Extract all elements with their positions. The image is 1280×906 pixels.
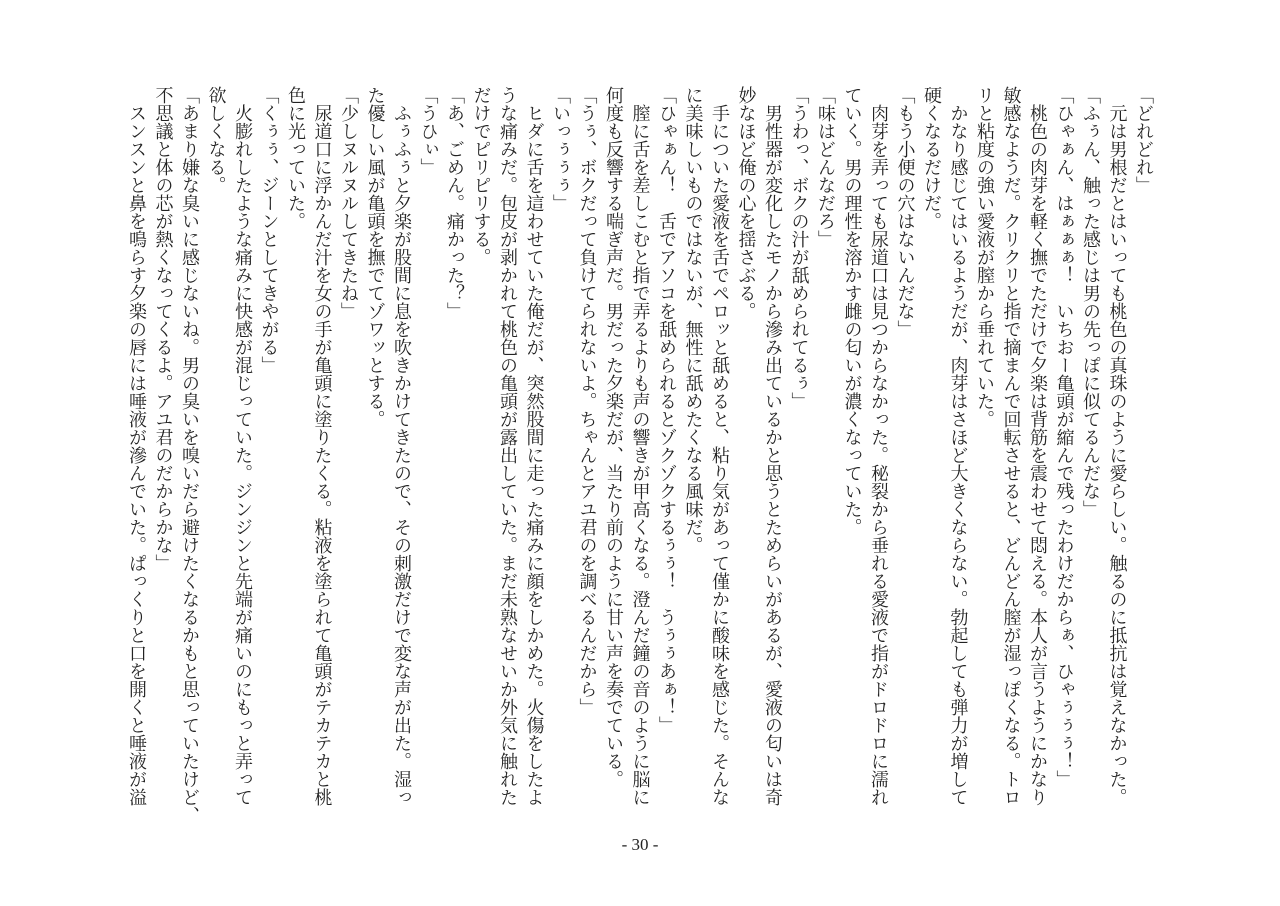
text-line: 「いっぅぅぅ」 [550, 86, 571, 212]
text-line: 何度も反響する喘ぎ声だ。男だった夕楽だが、当たり前のように甘い声を奏でている。 [603, 86, 624, 788]
text-line: 「ひゃぁん、はぁぁぁ！ いちおー亀頭が縮んで残ったわけだからぁ、ひゃぅぅぅ！」 [1053, 86, 1075, 788]
text-line: 色に光っていた。 [285, 86, 306, 230]
text-line: 「味はどんなだろ」 [815, 86, 836, 248]
text-line: 「うひぃ」 [417, 86, 439, 176]
text-line: 「ふぅん、触った感じは男の先っぽに似てるんだな」 [1080, 86, 1101, 518]
text-line: 「少しヌルヌルしてきたね」 [338, 86, 359, 320]
text-line: 火膨れしたような痛みに快感が混じっていた。ジンジンと先端が痛いのにもっと弄って [232, 86, 253, 806]
text-line: スンスンと鼻を鳴らす夕楽の唇には唾液が滲んでいた。ぱっくりと口を開くと唾液が溢 [126, 86, 147, 806]
text-line: に美味しいものではないが、無性に舐めたくなる風味だ。 [682, 86, 704, 554]
text-line: 尿道口に浮かんだ汁を女の手が亀頭に塗りたくる。粘液を塗られて亀頭がテカテカと桃 [311, 86, 333, 806]
text-line: かなり感じてはいるようだが、肉芽はさほど大きくならない。勃起しても弾力が増して [947, 86, 969, 806]
text-line: 敏感なようだ。クリクリと指で摘まんで回転させると、どんどん膣が湿っぽくなる。トロ [1000, 86, 1022, 806]
text-line: 元は男根だとはいっても桃色の真珠のように愛らしい。触るのに抵抗は覚えなかった。 [1106, 86, 1128, 806]
text-line: 硬くなるだけだ。 [921, 86, 942, 230]
text-line: 「うわっ、ボクの汁が舐められてるぅ」 [788, 86, 810, 410]
text-line: ていく。男の理性を溶かす雌の匂いが濃くなっていた。 [841, 86, 863, 536]
text-line: 不思議と体の芯が熱くなってくるよ。アユ君のだからかな」 [152, 86, 174, 572]
page-number: - 30 - [621, 835, 659, 854]
text-line: うな痛みだ。包皮が剥かれて桃色の亀頭が露出していた。まだ未熟なせいか外気に触れた [497, 86, 518, 806]
text-line: 「くぅぅ、ジーンとしてきやがる」 [258, 86, 280, 374]
text-line: ふぅふぅと夕楽が股間に息を吹きかけてきたので、その刺激だけで変な声が出た。湿っ [391, 86, 412, 806]
text-line: 欲しくなる。 [205, 86, 227, 194]
text-line: 膣に舌を差しこむと指で弄るよりも声の響きが甲高くなる。澄んだ鐘の音のように脳に [629, 86, 651, 806]
text-line: 「あ、ごめん。痛かった？」 [444, 86, 465, 320]
text-line: 妙なほど俺の心を揺さぶる。 [735, 86, 757, 320]
text-line: 男性器が変化したモノから滲み出ているかと思うとためらいがあるが、愛液の匂いは奇 [762, 86, 783, 806]
text-line: ヒダに舌を這わせていた俺だが、突然股間に走った痛みに顔をしかめた。火傷をしたよ [523, 86, 545, 806]
text-line: 「うぅ、ボクだって負けてられないよ。ちゃんとアユ君のを調べるんだから」 [576, 86, 598, 716]
body-text [123, 86, 1157, 824]
text-line: 桃色の肉芽を軽く撫でただけで夕楽は背筋を震わせて悶える。本人が言うようにかなり [1027, 86, 1048, 806]
text-line: 「ひゃぁん！ 舌でアソコを舐められるとゾクゾクするぅぅ！ うぅぅあぁ！」 [656, 86, 677, 734]
text-line: 手についた愛液を舌でペロッと舐めると、粘り気があって僅かに酸味を感じた。そんな [709, 86, 730, 806]
text-line: だけでピリピリする。 [470, 86, 492, 266]
text-line: 「どれどれ」 [1133, 86, 1154, 194]
text-line: 「もう小便の穴はないんだな」 [894, 86, 916, 338]
text-line: 「あまり嫌な臭いに感じないね。男の臭いを嗅いだら避けたくなるかもと思っていたけど、 [179, 86, 200, 824]
text-line: リと粘度の強い愛液が膣から垂れていた。 [974, 86, 995, 428]
text-line: 肉芽を弄っても尿道口は見つからなかった。秘裂から垂れる愛液で指がドロドロに濡れ [868, 86, 889, 806]
text-line: た優しい風が亀頭を撫でてゾワッとする。 [364, 86, 386, 428]
